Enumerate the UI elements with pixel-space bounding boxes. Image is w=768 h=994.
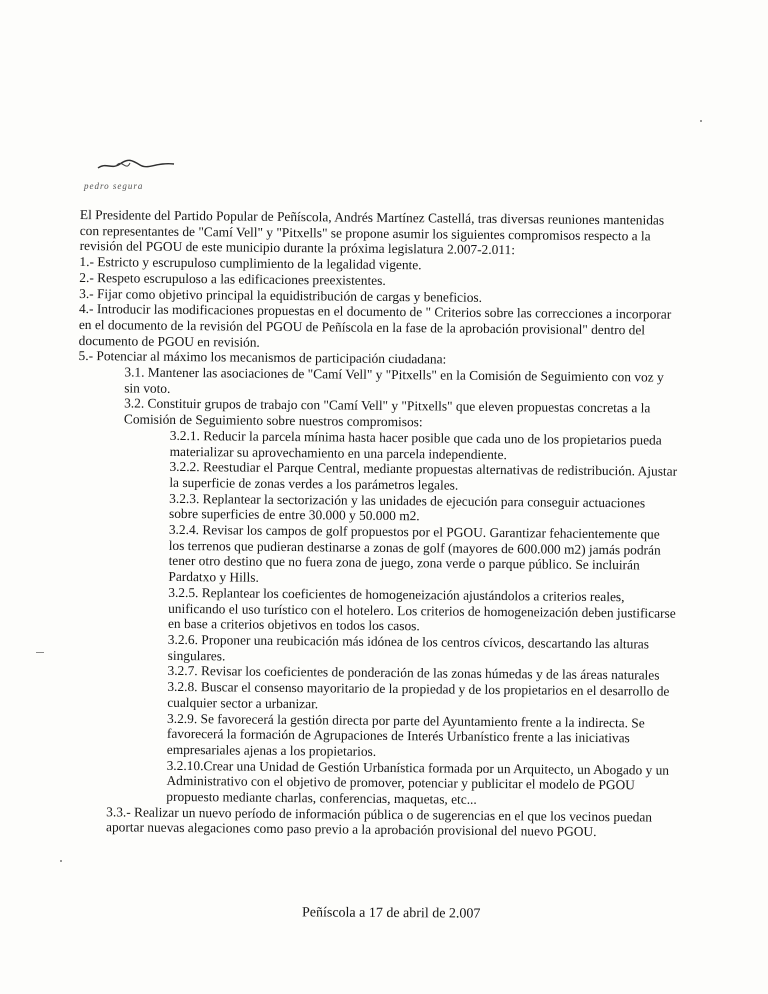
signature-caption: pedro segura — [84, 181, 144, 191]
scan-speck — [700, 120, 702, 122]
sub-sub-list-item: 3.2.5. Replantear los coeficientes de homogeneización ajustándolos a criterios reales, unificando el uso turístico con el hotelero. Los criterios de homogeneización deben justificarse en base a criterios objetivos en todos los casos. — [167, 584, 676, 634]
sub-sub-list-item: 3.2.8. Buscar el consenso mayoritario de la propiedad y de los propietarios en el desarrollo de cualquier sector a urbanizar. — [167, 678, 670, 712]
list-item: 4.- Introducir las modificaciones propuestas en el documento de " Criterios sobre las correcciones a incorporar en el documento de la revisión del PGOU de Peñíscola en la fase de la aprobación provisional" dentro del documento de PGOU en revisión. — [78, 301, 672, 350]
dateline: Peñíscola a 17 de abril de 2.007 — [301, 905, 481, 922]
list-item: 5.- Potenciar al máximo los mecanismos de participación ciudadana: — [78, 348, 447, 367]
list-item: 1.- Estricto y escrupuloso cumplimiento de la legalidad vigente. — [79, 254, 422, 273]
document-body — [74, 207, 680, 841]
sub-sub-list-item: 3.2.10.Crear una Unidad de Gestión Urbanística formada por un Arquitecto, un Abogado y un Administrativo con el objetivo de promover, potenciar y publicitar el modelo de PGOU propuesto mediante charlas, conferencias, maquetas, etc... — [166, 757, 670, 807]
sub-list-item: 3.1. Mantener las asociaciones de "Camí Vell" y "Pitxells" en la Comisión de Seguimiento con voz y sin voto. — [124, 364, 664, 396]
scan-mark — [36, 652, 44, 653]
sub-list-item: 3.2. Constituir grupos de trabajo con "Camí Vell" y "Pitxells" que eleven propuestas concretas a la Comisión de Seguimiento sobre nuestros compromisos: — [123, 395, 651, 430]
sub-sub-list-item: 3.2.4. Revisar los campos de golf propuestos por el PGOU. Garantizar fehacientemente que los terrenos que pudieran destinarse a zonas de golf (mayores de 600.000 m2) jamás podrán tener otro destino que no fuera zona de juego, zona verde o parque público. Se incluirán Pardatxo y Hills. — [168, 521, 661, 585]
list-item: 3.- Fijar como objetivo principal la equidistribución de cargas y beneficios. — [79, 285, 483, 305]
list-item: 2.- Respeto escrupuloso a las edificaciones preexistentes. — [79, 269, 386, 288]
handwritten-signature — [96, 150, 176, 180]
sub-list-item: 3.3.- Realizar un nuevo período de información pública o de sugerencias en el que los vecinos puedan aportar nuevas alegaciones como paso previo a la aprobación provisional del nuevo PGOU. — [105, 803, 653, 840]
sub-sub-list-item: 3.2.2. Reestudiar el Parque Central, mediante propuestas alternativas de redistribución. Ajustar la superficie de zonas verdes a los parámetros legales. — [169, 459, 678, 493]
scan-speck — [60, 860, 62, 862]
sub-sub-list-item: 3.2.1. Reducir la parcela mínima hasta hacer posible que cada uno de los propietarios pueda materializar su aprovechamiento en una parcela independiente. — [169, 427, 662, 462]
sub-sub-list-item: 3.2.7. Revisar los coeficientes de ponderación de las zonas húmedas y de las áreas naturales — [167, 663, 660, 683]
sub-sub-list-item: 3.2.9. Se favorecerá la gestión directa por parte del Ayuntamiento frente a la indirecta. Se favorecerá la formación de Agrupaciones de Interés Urbanístico frente a las iniciativas empresariales ajenas a los propietarios. — [166, 710, 645, 759]
sub-sub-list-item: 3.2.6. Proponer una reubicación más idónea de los centros cívicos, descartando las alturas singulares. — [167, 631, 650, 664]
sub-sub-list-item: 3.2.3. Replantear la sectorización y las unidades de ejecución para conseguir actuaciones sobre superficies de entre 30.000 y 50.000 m2. — [168, 490, 646, 524]
intro-paragraph: El Presidente del Partido Popular de Peñíscola, Andrés Martínez Castellá, tras diversas reuniones mantenidas con representantes de "Camí Vell" y "Pitxells" se propone asumir los siguientes compromisos respecto a la revisión del PGOU de este municipio durante la próxima legislatura 2.007-2.011: — [79, 207, 665, 258]
